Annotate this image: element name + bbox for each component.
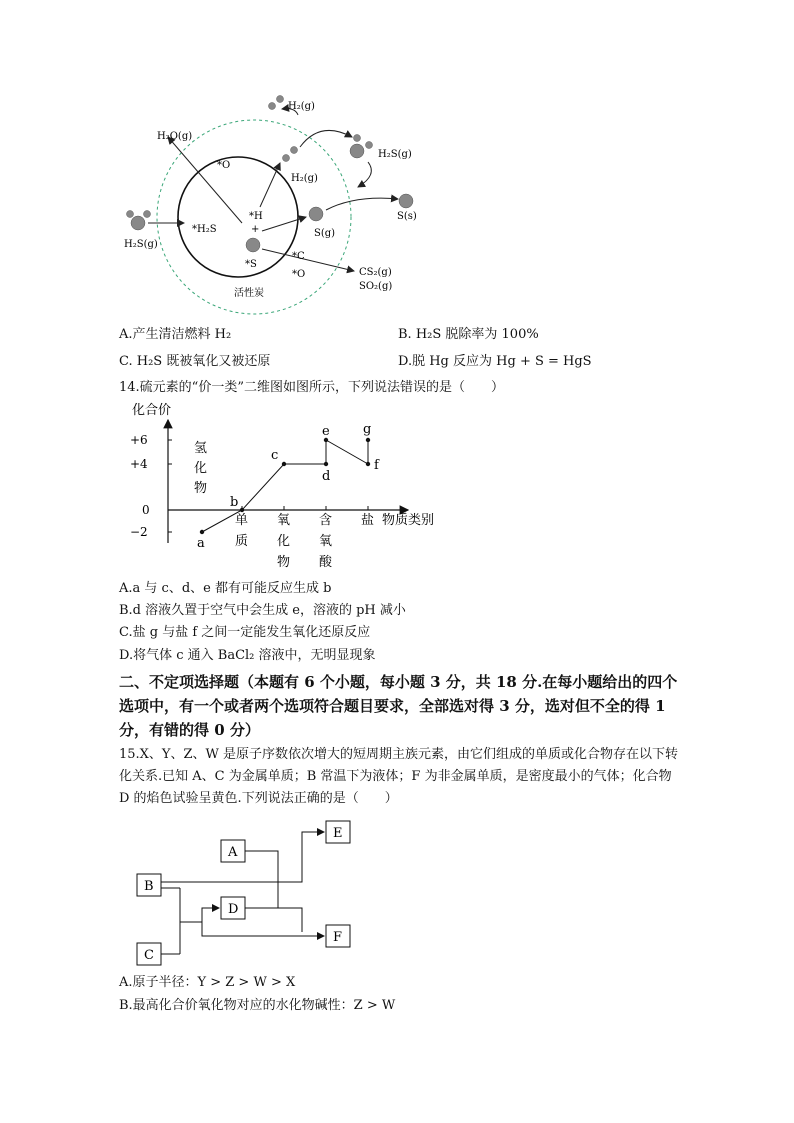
q13-option-b: B. H₂S 脱除率为 100% xyxy=(398,327,539,342)
label-o-star-2: *O xyxy=(292,269,306,280)
label-h2o: H₂O(g) xyxy=(157,131,193,142)
s-star-molecule xyxy=(246,238,260,252)
q13-option-d: D.脱 Hg 反应为 Hg + S = HgS xyxy=(398,354,592,369)
point-label-c: c xyxy=(271,448,279,463)
point-g xyxy=(366,438,370,442)
sulfur-valence-chart xyxy=(120,398,450,570)
label-h2-mid: H₂(g) xyxy=(291,173,318,184)
label-h2-top: H₂(g) xyxy=(288,101,315,112)
q14-stem: 14.硫元素的“价一类”二维图如图所示，下列说法错误的是（ ） xyxy=(119,380,504,395)
label-h2s-star: *H₂S xyxy=(192,224,217,235)
series-line-main xyxy=(202,464,326,532)
point-label-e: e xyxy=(322,424,330,439)
carbon-inner-circle xyxy=(178,157,298,277)
q14-option-b: B.d 溶液久置于空气中会生成 e，溶液的 pH 减小 xyxy=(119,603,406,618)
h2-molecule-top xyxy=(269,103,276,110)
xcat-element-2: 质 xyxy=(235,534,249,549)
h2s-molecule-right xyxy=(350,144,364,158)
point-c xyxy=(282,462,286,466)
chart-xlabel: 物质类别 xyxy=(382,513,435,528)
point-a xyxy=(200,530,204,534)
box-label-c: C xyxy=(144,948,154,963)
xcat-element-1: 单 xyxy=(235,513,249,528)
box-label-d: D xyxy=(228,902,239,917)
point-label-d: d xyxy=(322,469,331,484)
h2s-molecule-left xyxy=(131,216,145,230)
q15-option-b: B.最高化合价氧化物对应的水化物碱性：Z > W xyxy=(119,998,396,1013)
point-label-b: b xyxy=(230,495,239,510)
point-label-a: a xyxy=(197,536,205,551)
xcat-oxide-1: 氧 xyxy=(277,513,291,528)
point-f xyxy=(366,462,370,466)
box-label-e: E xyxy=(333,826,343,841)
s-solid-molecule xyxy=(399,194,413,208)
hydride-label-3: 物 xyxy=(194,481,208,496)
xcat-salt: 盐 xyxy=(361,513,375,528)
xcat-oxyacid-1: 含 xyxy=(319,513,333,528)
q15-stem: 15.X、Y、Z、W 是原子序数依次增大的短周期主族元素，由它们组成的单质或化合物存在以下转化关系.已知 A、C 为金属单质；B 常温下为液体；F 为非金属单质，是密度最小的气体；化合物 D 的焰色试验呈黄色.下列说法正确的是（ ） xyxy=(119,747,679,806)
ytick-zero: 0 xyxy=(142,503,150,517)
box-label-f: F xyxy=(333,930,343,945)
point-d xyxy=(324,462,328,466)
chart-ylabel: 化合价 xyxy=(132,403,172,418)
q13-option-a: A.产生清洁燃料 H₂ xyxy=(119,327,232,342)
label-o-star-1: *O xyxy=(217,160,231,171)
s-gas-molecule xyxy=(309,207,323,221)
hydride-label-2: 化 xyxy=(194,461,208,476)
label-s-gas: S(g) xyxy=(314,228,336,239)
activated-carbon-diagram xyxy=(120,95,440,315)
hydride-label-1: 氢 xyxy=(194,441,208,456)
q15-flow-diagram xyxy=(130,818,360,968)
label-cs2: CS₂(g) xyxy=(359,267,392,278)
label-h2s-right: H₂S(g) xyxy=(378,149,412,160)
q14-option-a: A.a 与 c、d、e 都有可能反应生成 b xyxy=(119,581,332,596)
series-line-e-f xyxy=(326,440,368,464)
label-s-star: *S xyxy=(245,259,257,270)
ytick-plus4: +4 xyxy=(130,457,148,471)
label-s-solid: S(s) xyxy=(397,211,417,222)
box-label-b: B xyxy=(144,879,154,894)
point-label-f: f xyxy=(374,458,379,473)
point-b xyxy=(240,508,244,512)
section-2-heading: 二、不定项选择题（本题有 6 个小题，每小题 3 分，共 18 分.在每小题给出的四个选项中，有一个或者两个选项符合题目要求，全部选对得 3 分，选对但不全的得 1 分，有错的得 0 分） xyxy=(119,673,678,739)
label-h-star: *H xyxy=(249,211,263,222)
xcat-oxyacid-3: 酸 xyxy=(319,555,333,570)
q14-option-c: C.盐 g 与盐 f 之间一定能发生氧化还原反应 xyxy=(119,625,371,640)
label-so2: SO₂(g) xyxy=(359,281,393,292)
q14-option-d: D.将气体 c 通入 BaCl₂ 溶液中，无明显现象 xyxy=(119,648,376,663)
label-plus: + xyxy=(251,224,260,235)
point-label-g: g xyxy=(363,422,372,437)
h2-molecule-mid xyxy=(283,155,290,162)
q13-option-c: C. H₂S 既被氧化又被还原 xyxy=(119,354,271,369)
xcat-oxide-2: 化 xyxy=(277,534,291,549)
q15-option-a: A.原子半径：Y > Z > W > X xyxy=(119,975,296,990)
label-h2s-left: H₂S(g) xyxy=(124,239,158,250)
xcat-oxide-3: 物 xyxy=(277,555,291,570)
ytick-minus2: −2 xyxy=(130,525,148,539)
box-label-a: A xyxy=(228,845,238,860)
label-activated-carbon: 活性炭 xyxy=(234,288,264,299)
xcat-oxyacid-2: 氧 xyxy=(319,534,333,549)
label-c-star: *C xyxy=(292,251,305,262)
ytick-plus6: +6 xyxy=(130,433,148,447)
